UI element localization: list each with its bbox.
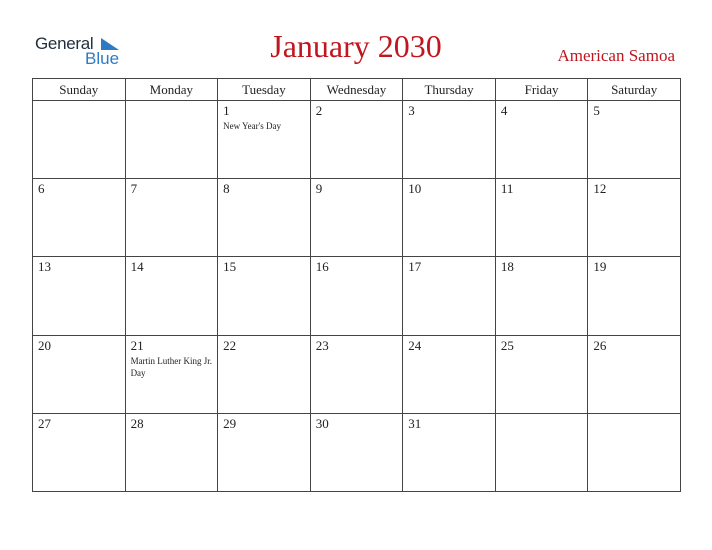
weekday-header: Sunday: [33, 79, 126, 101]
weekday-header: Saturday: [588, 79, 681, 101]
day-number: 27: [38, 415, 51, 431]
day-cell: [33, 179, 126, 257]
day-cell: [125, 179, 218, 257]
day-number: 19: [593, 259, 607, 275]
day-number: 30: [315, 415, 329, 431]
week-row: [33, 101, 681, 179]
day-cell: [33, 413, 126, 491]
weekday-header-row: [33, 79, 681, 101]
day-number: 22: [223, 337, 237, 353]
week-row: [33, 257, 681, 335]
day-number: 14: [130, 259, 144, 275]
day-number: 20: [38, 337, 51, 353]
day-number: 6: [38, 181, 45, 197]
day-number: 28: [130, 415, 144, 431]
day-cell: [495, 413, 588, 491]
day-cell: [218, 335, 311, 413]
day-number: 2: [315, 103, 323, 118]
holiday-label: New Year's Day: [223, 121, 281, 131]
logo-text-general: General: [35, 34, 94, 53]
day-number: 3: [408, 103, 415, 118]
day-number: 25: [500, 337, 514, 353]
holiday-label: Martin Luther King Jr. Day: [130, 355, 213, 378]
region-label: American Samoa: [557, 46, 675, 65]
day-number: 18: [500, 259, 514, 275]
day-cell: [218, 101, 311, 179]
day-cell: [403, 101, 496, 179]
day-cell: [125, 257, 218, 335]
day-cell: [218, 179, 311, 257]
day-cell: [588, 101, 681, 179]
week-row: [33, 335, 681, 413]
day-cell: [310, 101, 403, 179]
day-cell: [588, 257, 681, 335]
day-number: 13: [38, 259, 51, 275]
day-cell: [495, 101, 588, 179]
logo-text-blue: Blue: [85, 49, 120, 68]
day-cell: [125, 413, 218, 491]
page-title: January 2030: [270, 28, 442, 64]
day-number: 9: [315, 181, 323, 197]
day-cell: [33, 101, 126, 179]
day-cell: [310, 257, 403, 335]
day-cell: [218, 413, 311, 491]
week-row: [33, 413, 681, 491]
day-cell: [495, 179, 588, 257]
day-cell: [495, 335, 588, 413]
day-cell: [588, 335, 681, 413]
weekday-header: Thursday: [403, 79, 496, 101]
day-cell: [310, 179, 403, 257]
weekday-header: Tuesday: [218, 79, 311, 101]
day-number: 11: [500, 181, 514, 197]
week-row: [33, 179, 681, 257]
day-cell: [125, 335, 218, 413]
day-number: 21: [130, 337, 144, 353]
day-number: 5: [593, 103, 600, 118]
day-cell: [403, 413, 496, 491]
day-number: 31: [408, 415, 422, 431]
day-cell: [125, 101, 218, 179]
day-number: 8: [223, 181, 230, 197]
day-cell: [588, 413, 681, 491]
day-number: 23: [315, 337, 329, 353]
day-number: 24: [408, 337, 422, 353]
day-cell: [310, 335, 403, 413]
day-cell: [33, 335, 126, 413]
day-number: 7: [130, 181, 138, 197]
day-number: 29: [223, 415, 237, 431]
day-number: 16: [315, 259, 329, 275]
day-number: 15: [223, 259, 237, 275]
day-cell: [588, 179, 681, 257]
day-number: 4: [500, 103, 508, 118]
day-cell: [403, 257, 496, 335]
weekday-header: Wednesday: [310, 79, 403, 101]
weekday-header: Friday: [495, 79, 588, 101]
day-cell: [403, 335, 496, 413]
day-cell: [218, 257, 311, 335]
weekday-header: Monday: [125, 79, 218, 101]
day-number: 17: [408, 259, 422, 275]
day-cell: [403, 179, 496, 257]
day-cell: [310, 413, 403, 491]
day-number: 1: [223, 103, 230, 118]
day-number: 26: [593, 337, 607, 353]
day-number: 10: [408, 181, 422, 197]
day-cell: [33, 257, 126, 335]
day-cell: [495, 257, 588, 335]
calendar-grid: [32, 78, 681, 492]
day-number: 12: [593, 181, 607, 197]
